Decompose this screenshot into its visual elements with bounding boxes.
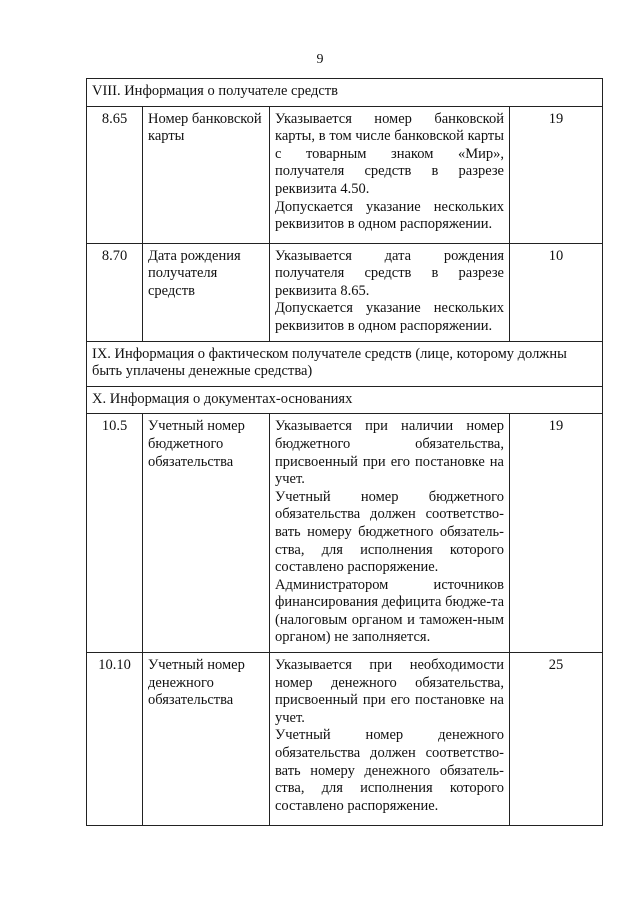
- requisites-table: [86, 78, 603, 826]
- description-paragraph: Учетный номер денежного обязательства должен соответство-вать номеру денежного обязатель-ства, для исполнения которого составлено распоряжение.: [275, 727, 504, 814]
- description-paragraph: Указывается дата рождения получателя средств в разрезе реквизита 8.65.: [275, 247, 504, 299]
- description-paragraph: Допускается указание нескольких реквизитов в одном распоряжении.: [275, 300, 504, 334]
- requisite-number: 10.10: [87, 653, 143, 826]
- section-row-viii: [87, 79, 603, 107]
- requisite-length: 25: [510, 653, 603, 826]
- section-heading: X. Информация о документах-основаниях: [87, 386, 603, 414]
- section-heading: VIII. Информация о получателе средств: [87, 79, 603, 107]
- requisite-name: Дата рождения получателя средств: [143, 243, 270, 341]
- requisite-number: 8.70: [87, 243, 143, 341]
- requisite-number: 8.65: [87, 106, 143, 243]
- table-row: [87, 653, 603, 826]
- table-row: [87, 414, 603, 653]
- requisite-name: Учетный номер бюджетного обязательства: [143, 414, 270, 653]
- requisite-name: Номер банковской карты: [143, 106, 270, 243]
- requisite-description: [270, 414, 510, 653]
- description-paragraph: Администратором источников финансирования дефицита бюдже-та (налоговым органом и таможен-ным органом) не заполняется.: [275, 576, 504, 646]
- description-paragraph: Учетный номер бюджетного обязательства должен соответство-вать номеру бюджетного обязатель-ства, для исполнения которого составлено распоряжение.: [275, 488, 504, 576]
- requisite-number: 10.5: [87, 414, 143, 653]
- table-row: [87, 243, 603, 341]
- description-paragraph: Указывается номер банковской карты, в том числе банковской карты с товарным знаком «Мир», получателя средств в разрезе реквизита 4.50.: [275, 110, 504, 197]
- description-paragraph: Указывается при необходимости номер денежного обязательства, присвоенный при его постановке на учет.: [275, 657, 504, 726]
- description-paragraph: Указывается при наличии номер бюджетного обязательства, присвоенный при его постановке на учет.: [275, 418, 504, 488]
- requisite-length: 19: [510, 414, 603, 653]
- requisite-length: 19: [510, 106, 603, 243]
- requisite-description: [270, 106, 510, 243]
- requisite-description: [270, 243, 510, 341]
- requisite-name: Учетный номер денежного обязательства: [143, 653, 270, 826]
- page-number: 9: [316, 52, 324, 67]
- requisite-description: [270, 653, 510, 826]
- section-row-ix: [87, 341, 603, 386]
- requisite-length: 10: [510, 243, 603, 341]
- section-heading: IX. Информация о фактическом получателе средств (лице, которому должны быть уплачены денежные средства): [87, 341, 603, 386]
- table-row: [87, 106, 603, 243]
- section-row-x: [87, 386, 603, 414]
- description-paragraph: Допускается указание нескольких реквизитов в одном распоряжении.: [275, 198, 504, 233]
